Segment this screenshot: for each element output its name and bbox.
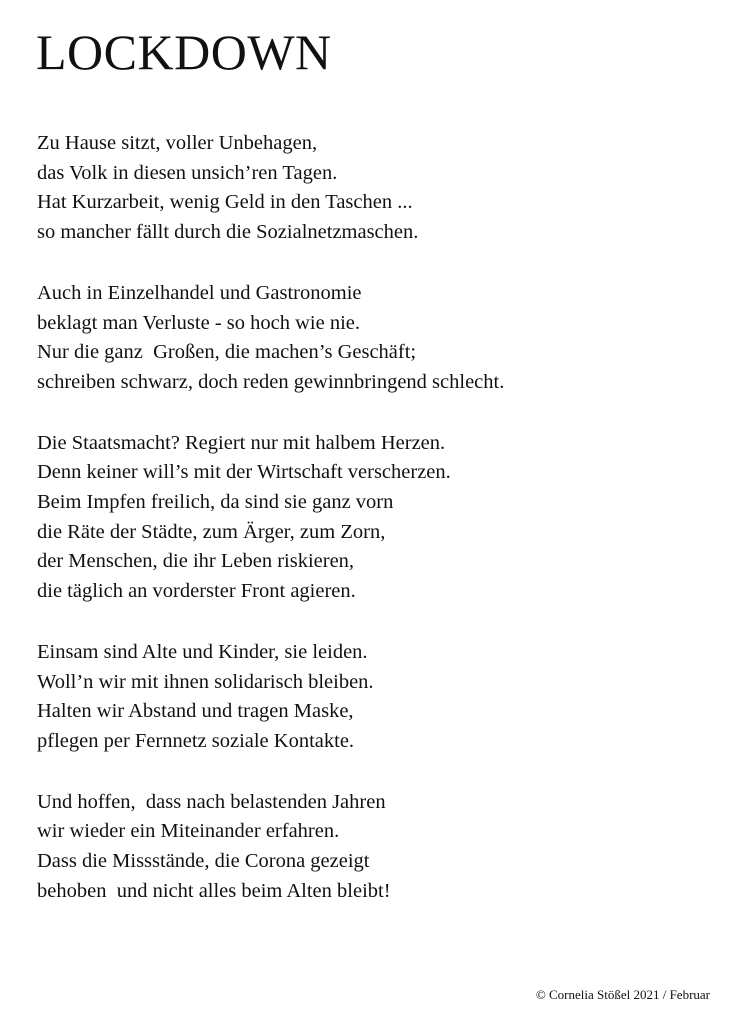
poem-line: Auch in Einzelhandel und Gastronomie <box>37 281 362 304</box>
poem-line: Woll’n wir mit ihnen solidarisch bleiben. <box>37 670 374 693</box>
poem-line: Einsam sind Alte und Kinder, sie leiden. <box>37 640 368 663</box>
poem-line: Hat Kurzarbeit, wenig Geld in den Taschen ... <box>37 191 413 214</box>
poem-title: LOCKDOWN <box>36 24 332 80</box>
stanza-2 <box>37 279 717 398</box>
poem-line: so mancher fällt durch die Sozialnetzmaschen. <box>37 221 419 244</box>
stanza-4 <box>37 638 717 757</box>
stanza-1 <box>37 129 717 248</box>
stanza-3 <box>37 429 717 607</box>
poem-body <box>37 129 717 937</box>
poem-line: Beim Impfen freilich, da sind sie ganz vorn <box>37 491 394 514</box>
poem-line: schreiben schwarz, doch reden gewinnbringend schlecht. <box>37 370 505 393</box>
poem-line: wir wieder ein Miteinander erfahren. <box>37 820 340 843</box>
copyright-notice: © Cornelia Stößel 2021 / Februar <box>535 987 710 1002</box>
poem-line: Die Staatsmacht? Regiert nur mit halbem Herzen. <box>37 431 446 454</box>
stanza-5 <box>37 788 717 907</box>
poem-line: Halten wir Abstand und tragen Maske, <box>37 700 354 723</box>
poem-line: Und hoffen, dass nach belastenden Jahren <box>37 790 386 813</box>
poem-line: beklagt man Verluste - so hoch wie nie. <box>37 311 360 334</box>
poem-line: behoben und nicht alles beim Alten bleibt! <box>37 879 391 902</box>
poem-line: Zu Hause sitzt, voller Unbehagen, <box>37 132 318 154</box>
poem-line: die Räte der Städte, zum Ärger, zum Zorn, <box>37 520 386 543</box>
poem-line: Denn keiner will’s mit der Wirtschaft verscherzen. <box>37 461 451 484</box>
poem-line: die täglich an vorderster Front agieren. <box>37 580 356 603</box>
poem-line: Dass die Missstände, die Corona gezeigt <box>37 850 370 873</box>
poem-line: der Menschen, die ihr Leben riskieren, <box>37 550 355 573</box>
poem-line: das Volk in diesen unsich’ren Tagen. <box>37 161 338 184</box>
poem-line: Nur die ganz Großen, die machen’s Geschäft; <box>37 341 417 364</box>
poem-line: pflegen per Fernnetz soziale Kontakte. <box>37 729 355 752</box>
